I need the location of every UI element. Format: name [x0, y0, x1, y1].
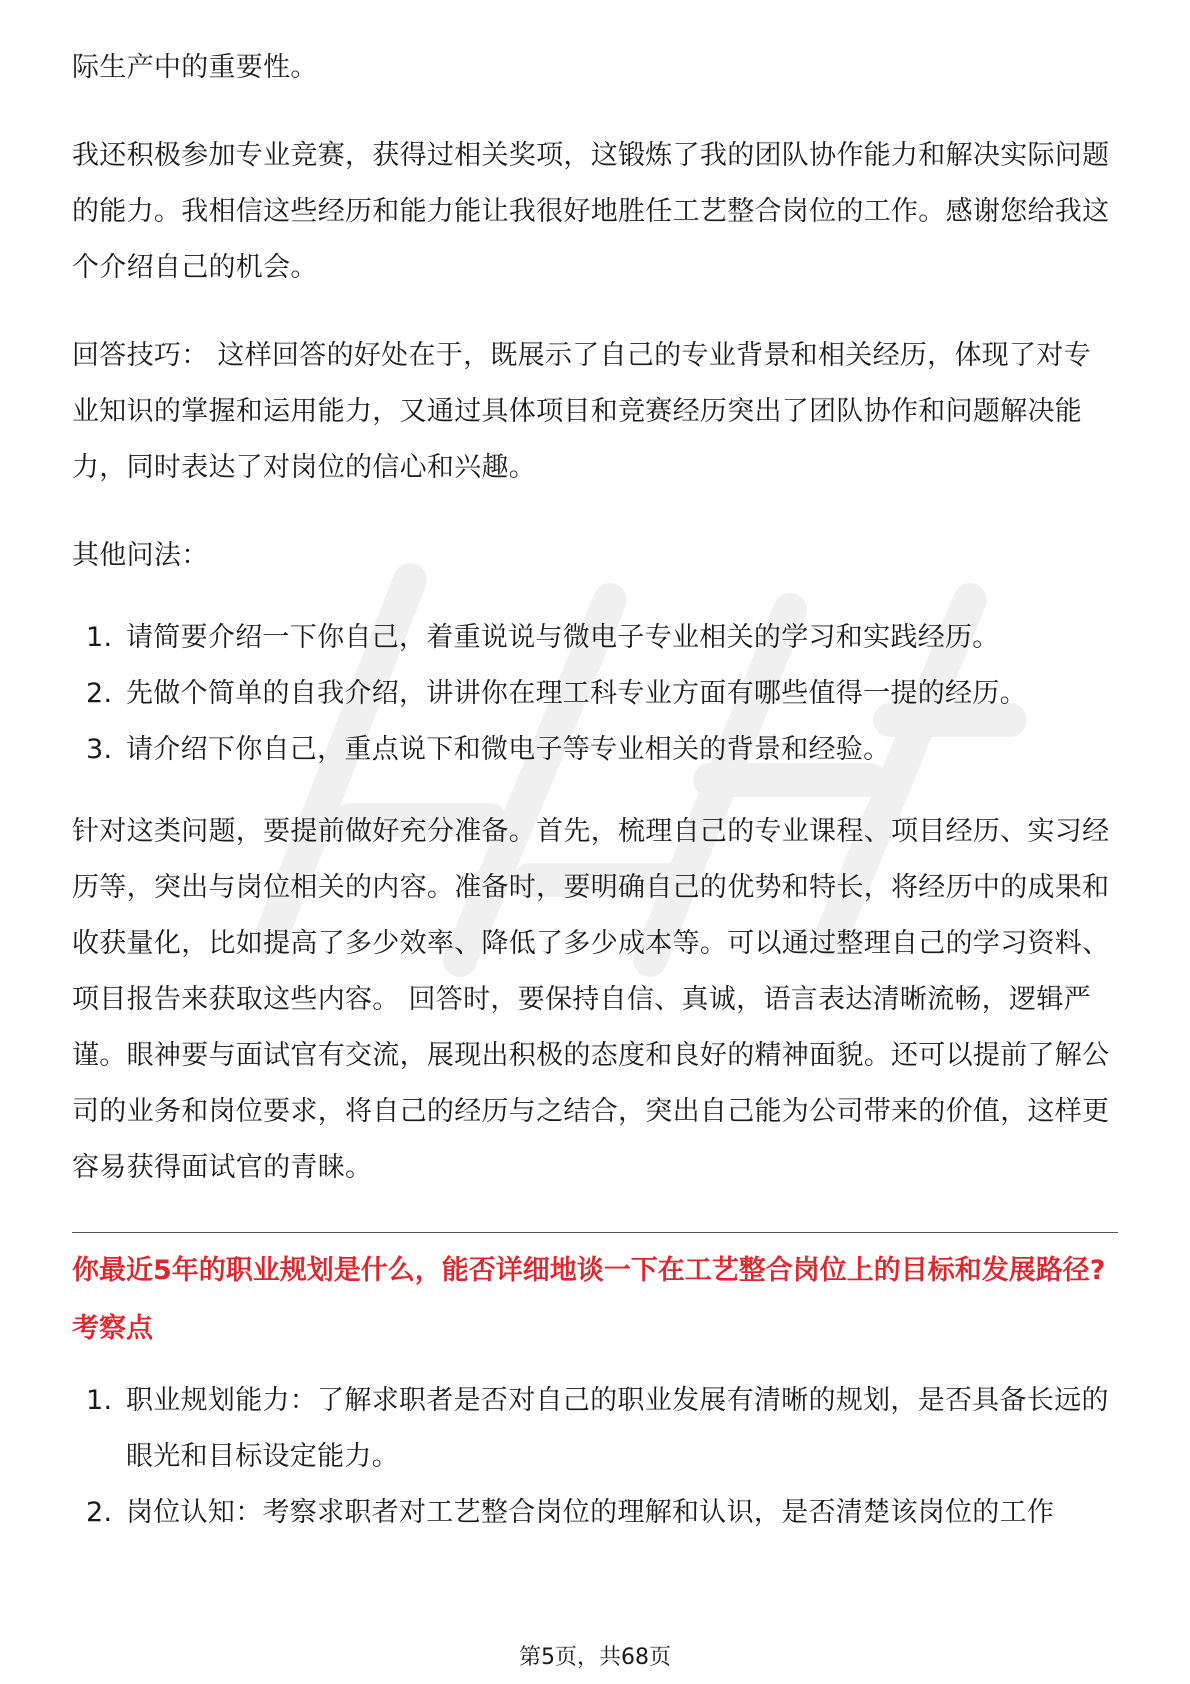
document-page [72, 40, 1118, 1541]
list-text: 岗位认知：考察求职者对工艺整合岗位的理解和认识，是否清楚该岗位的工作 [126, 1497, 1055, 1528]
list-item [72, 722, 1118, 778]
other-questions-list [72, 610, 1118, 778]
list-number: 2. [86, 678, 113, 709]
paragraph-preparation-advice: 针对这类问题，要提前做好充分准备。首先，梳理自己的专业课程、项目经历、实习经历等，突出与岗位相关的内容。准备时，要明确自己的优势和特长，将经历中的成果和收获量化，比如提高了多少效率、降低了多少成本等。可以通过整理自己的学习资料、项目报告来获取这些内容。 回答时，要保持自信、真诚，语言表达清晰流畅，逻辑严谨。眼神要与面试官有交流，展现出积极的态度和良好的精神面貌。还可以提前了解公司的业务和岗位要求，将自己的经历与之结合，突出自己能为公司带来的价值，这样更容易获得面试官的青睐。 [72, 816, 1110, 1183]
list-number: 2. [86, 1497, 113, 1528]
list-item [72, 1373, 1118, 1485]
question-heading: 你最近5年的职业规划是什么，能否详细地谈一下在工艺整合岗位上的目标和发展路径? [72, 1255, 1106, 1286]
paragraph-other-questions-label: 其他问法： [72, 540, 209, 571]
page-footer: 第5页，共68页 [519, 1645, 671, 1670]
list-text: 请介绍下你自己，重点说下和微电子等专业相关的背景和经验。 [126, 734, 891, 765]
paragraph-answer-tips: 回答技巧： 这样回答的好处在于，既展示了自己的专业背景和相关经历，体现了对专业知识的掌握和运用能力，又通过具体项目和竞赛经历突出了团队协作和问题解决能力，同时表达了对岗位的信心和兴趣。 [72, 340, 1091, 483]
section-title: 考察点 [72, 1313, 153, 1344]
list-text: 先做个简单的自我介绍，讲讲你在理工科专业方面有哪些值得一提的经历。 [126, 678, 1027, 709]
list-number: 1. [86, 1385, 113, 1416]
list-item [72, 666, 1118, 722]
assessment-points-list [72, 1373, 1118, 1541]
list-text: 职业规划能力：了解求职者是否对自己的职业发展有清晰的规划，是否具备长远的眼光和目标设定能力。 [126, 1385, 1109, 1472]
paragraph-competition: 我还积极参加专业竞赛，获得过相关奖项，这锻炼了我的团队协作能力和解决实际问题的能力。我相信这些经历和能力能让我很好地胜任工艺整合岗位的工作。感谢您给我这个介绍自己的机会。 [72, 140, 1110, 283]
list-text: 请简要介绍一下你自己，着重说说与微电子专业相关的学习和实践经历。 [126, 622, 1000, 653]
list-item [72, 610, 1118, 666]
section-divider [72, 1232, 1118, 1233]
paragraph-continuation: 际生产中的重要性。 [72, 52, 318, 83]
list-number: 1. [86, 622, 113, 653]
list-number: 3. [86, 734, 113, 765]
list-item [72, 1485, 1118, 1541]
